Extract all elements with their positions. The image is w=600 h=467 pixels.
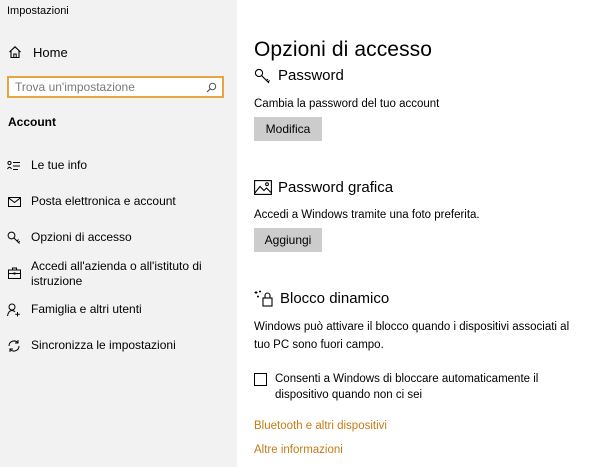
more-info-link[interactable]: Altre informazioni — [254, 444, 343, 456]
home-label: Home — [33, 44, 68, 60]
password-heading: Password — [278, 67, 344, 84]
picture-password-heading-row — [254, 179, 393, 196]
dynamic-lock-checkbox-row[interactable] — [254, 371, 565, 403]
person-add-icon — [7, 303, 21, 317]
sidebar-item-label: Accedi all'azienda o all'istituto di istruzione — [31, 259, 202, 288]
change-password-button[interactable]: Modifica — [254, 117, 322, 141]
search-box[interactable] — [7, 76, 224, 98]
account-section-heading: Account — [8, 115, 56, 129]
sync-icon — [7, 339, 21, 353]
sidebar-item-label: Opzioni di accesso — [31, 230, 132, 244]
window-title: Impostazioni — [7, 5, 69, 17]
person-card-icon — [7, 159, 21, 173]
home-nav-item[interactable] — [8, 43, 68, 61]
picture-password-heading: Password grafica — [278, 179, 394, 196]
sidebar-item-your-info[interactable] — [7, 158, 232, 173]
page-title: Opzioni di accesso — [254, 38, 433, 61]
picture-icon — [254, 180, 272, 195]
sidebar-item-label: Famiglia e altri utenti — [31, 302, 142, 316]
sidebar-item-work-school[interactable] — [7, 259, 232, 289]
key-icon — [254, 68, 272, 84]
password-description: Cambia la password del tuo account — [254, 98, 440, 110]
password-heading-row — [254, 67, 344, 84]
sidebar-item-email-accounts[interactable] — [7, 194, 232, 209]
sidebar — [0, 0, 237, 467]
dynamic-lock-heading-row — [254, 290, 389, 307]
mail-icon — [7, 195, 21, 209]
briefcase-icon — [7, 266, 21, 280]
dynamic-lock-checkbox-label[interactable]: Consenti a Windows di bloccare automaticamente il dispositivo quando non ci sei — [275, 373, 539, 401]
sidebar-item-sign-in-options[interactable] — [7, 230, 232, 245]
search-icon[interactable] — [203, 82, 219, 93]
key-icon — [7, 231, 21, 245]
dynamic-lock-heading: Blocco dinamico — [280, 290, 390, 307]
picture-password-description: Accedi a Windows tramite una foto preferita. — [254, 209, 480, 221]
sidebar-item-sync-settings[interactable] — [7, 338, 232, 353]
dynamic-lock-description: Windows può attivare il blocco quando i dispositivi associati al tuo PC sono fuori campo. — [254, 321, 570, 351]
add-picture-password-button[interactable]: Aggiungi — [254, 228, 322, 252]
sidebar-item-label: Posta elettronica e account — [31, 194, 176, 208]
home-icon — [8, 45, 22, 59]
main-content — [237, 0, 600, 467]
bluetooth-devices-link[interactable]: Bluetooth e altri dispositivi — [254, 420, 387, 432]
sidebar-item-label: Sincronizza le impostazioni — [31, 338, 176, 352]
dynamic-lock-icon — [254, 290, 274, 307]
sidebar-item-label: Le tue info — [31, 158, 88, 172]
dynamic-lock-checkbox[interactable] — [254, 373, 267, 386]
search-input[interactable] — [9, 78, 203, 96]
sidebar-item-family-users[interactable] — [7, 302, 232, 317]
